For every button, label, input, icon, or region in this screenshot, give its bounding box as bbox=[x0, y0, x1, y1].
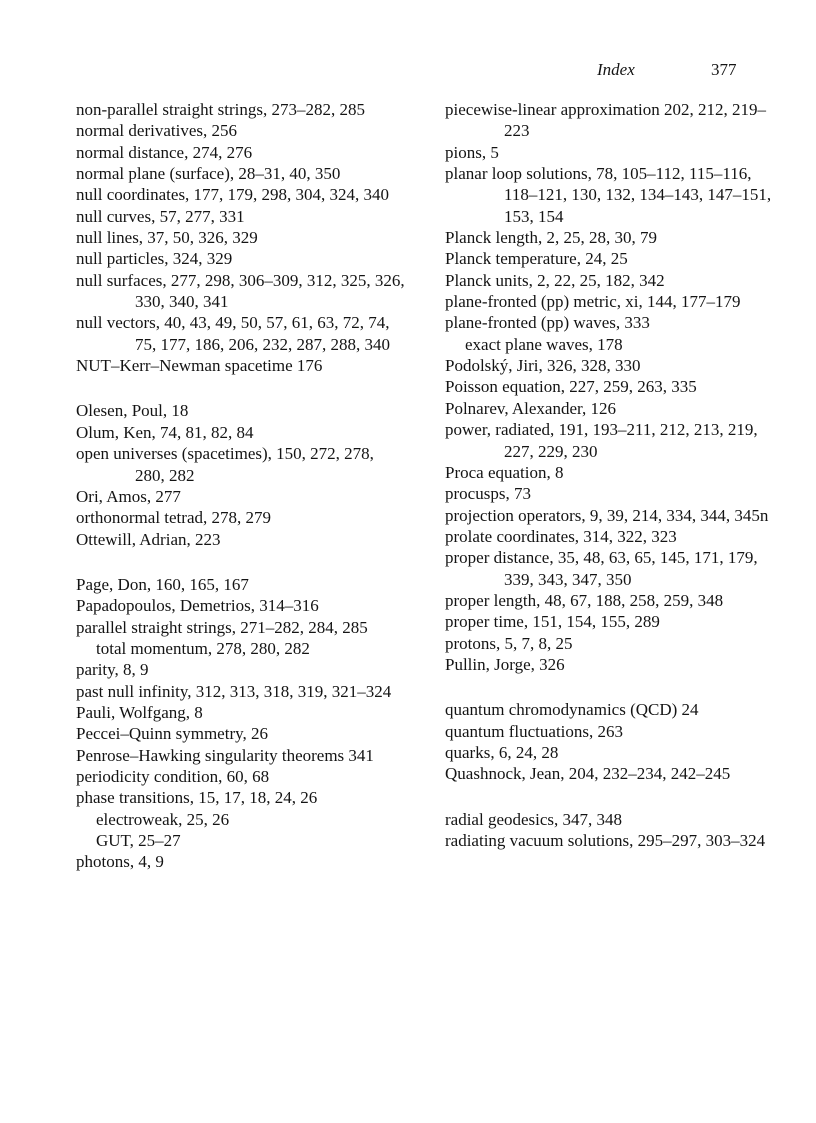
index-entry: phase transitions, 15, 17, 18, 24, 26 bbox=[76, 788, 318, 808]
index-entry: parallel straight strings, 271–282, 284, 285 bbox=[76, 617, 368, 637]
index-entry: parity, 8, 9 bbox=[76, 660, 149, 680]
index-entry: plane-fronted (pp) waves, 333 bbox=[445, 313, 650, 333]
index-entry: null coordinates, 177, 179, 298, 304, 324, 340 bbox=[76, 185, 390, 205]
index-entry: Penrose–Hawking singularity theorems 341 bbox=[76, 745, 374, 765]
index-entry: pions, 5 bbox=[445, 142, 499, 162]
index-entry: quarks, 6, 24, 28 bbox=[445, 742, 559, 762]
index-column-left bbox=[76, 99, 406, 873]
index-entry: Pauli, Wolfgang, 8 bbox=[76, 702, 203, 722]
index-entry: Planck temperature, 24, 25 bbox=[445, 249, 628, 269]
index-entry: quantum chromodynamics (QCD) 24 bbox=[445, 700, 699, 720]
index-entry: Poisson equation, 227, 259, 263, 335 bbox=[445, 377, 697, 397]
index-entry: normal plane (surface), 28–31, 40, 350 bbox=[76, 164, 341, 184]
index-column-right bbox=[445, 99, 775, 851]
letter-group-gap bbox=[76, 376, 406, 400]
index-entry: null surfaces, 277, 298, 306–309, 312, 325, 326, 330, 340, 341 bbox=[76, 270, 405, 312]
index-entry: Quashnock, Jean, 204, 232–234, 242–245 bbox=[445, 764, 731, 784]
index-entry: proper time, 151, 154, 155, 289 bbox=[445, 612, 660, 632]
index-subentry: GUT, 25–27 bbox=[96, 831, 181, 850]
index-entry: orthonormal tetrad, 278, 279 bbox=[76, 508, 271, 528]
index-entry: open universes (spacetimes), 150, 272, 278, 280, 282 bbox=[76, 444, 374, 485]
index-entry: Planck length, 2, 25, 28, 30, 79 bbox=[445, 228, 658, 248]
index-entry: null vectors, 40, 43, 49, 50, 57, 61, 63, 72, 74, 75, 177, 186, 206, 232, 287, 288, 340 bbox=[76, 313, 390, 354]
index-entry: radial geodesics, 347, 348 bbox=[445, 809, 623, 829]
index-entry: proper length, 48, 67, 188, 258, 259, 348 bbox=[445, 590, 724, 610]
index-subentry: exact plane waves, 178 bbox=[465, 334, 623, 354]
index-entry: Proca equation, 8 bbox=[445, 462, 564, 482]
running-title: Index bbox=[597, 60, 635, 79]
index-entry: photons, 4, 9 bbox=[76, 852, 164, 872]
index-entry: normal distance, 274, 276 bbox=[76, 142, 253, 162]
index-entry: Peccei–Quinn symmetry, 26 bbox=[76, 724, 268, 744]
index-entry: Podolský, Jiri, 326, 328, 330 bbox=[445, 356, 641, 376]
index-entry: power, radiated, 191, 193–211, 212, 213, 219, 227, 229, 230 bbox=[445, 420, 758, 461]
letter-group-gap bbox=[76, 550, 406, 574]
index-entry: non-parallel straight strings, 273–282, 285 bbox=[76, 100, 365, 119]
index-entry: quantum fluctuations, 263 bbox=[445, 721, 624, 741]
page-number: 377 bbox=[711, 60, 737, 79]
index-entry: Polnarev, Alexander, 126 bbox=[445, 398, 617, 418]
index-entry: normal derivatives, 256 bbox=[76, 121, 237, 141]
index-entry: null lines, 37, 50, 326, 329 bbox=[76, 228, 258, 248]
running-header bbox=[0, 60, 816, 82]
index-entry: null curves, 57, 277, 331 bbox=[76, 206, 245, 226]
index-entry: prolate coordinates, 314, 322, 323 bbox=[445, 526, 677, 546]
index-entry: Olesen, Poul, 18 bbox=[76, 401, 189, 421]
index-entry: Page, Don, 160, 165, 167 bbox=[76, 574, 249, 594]
index-entry: proper distance, 35, 48, 63, 65, 145, 171, 179, 339, 343, 347, 350 bbox=[445, 548, 758, 589]
letter-group-gap bbox=[445, 785, 775, 809]
index-entry: plane-fronted (pp) metric, xi, 144, 177–179 bbox=[445, 292, 741, 312]
index-entry: past null infinity, 312, 313, 318, 319, 321–324 bbox=[76, 681, 392, 701]
index-subentry: electroweak, 25, 26 bbox=[96, 809, 230, 829]
letter-group-gap bbox=[445, 675, 775, 699]
index-entry: Planck units, 2, 22, 25, 182, 342 bbox=[445, 270, 665, 290]
index-entry: projection operators, 9, 39, 214, 334, 344, 345n bbox=[445, 505, 769, 525]
index-entry: piecewise-linear approximation 202, 212, 219–223 bbox=[445, 100, 767, 141]
index-entry: null particles, 324, 329 bbox=[76, 249, 233, 269]
index-subentry: total momentum, 278, 280, 282 bbox=[96, 638, 310, 658]
index-entry: radiating vacuum solutions, 295–297, 303–324 bbox=[445, 831, 766, 850]
index-entry: protons, 5, 7, 8, 25 bbox=[445, 633, 573, 653]
index-entry: Ottewill, Adrian, 223 bbox=[76, 529, 221, 549]
index-entry: Papadopoulos, Demetrios, 314–316 bbox=[76, 596, 319, 616]
index-entry: planar loop solutions, 78, 105–112, 115–116, 118–121, 130, 132, 134–143, 147–151, 153, 154 bbox=[445, 164, 772, 226]
index-entry: Ori, Amos, 277 bbox=[76, 486, 181, 506]
index-entry: Olum, Ken, 74, 81, 82, 84 bbox=[76, 422, 254, 442]
index-entry: procusps, 73 bbox=[445, 484, 531, 504]
index-entry: NUT–Kerr–Newman spacetime 176 bbox=[76, 356, 323, 376]
index-entry: periodicity condition, 60, 68 bbox=[76, 766, 270, 786]
index-entry: Pullin, Jorge, 326 bbox=[445, 654, 565, 674]
